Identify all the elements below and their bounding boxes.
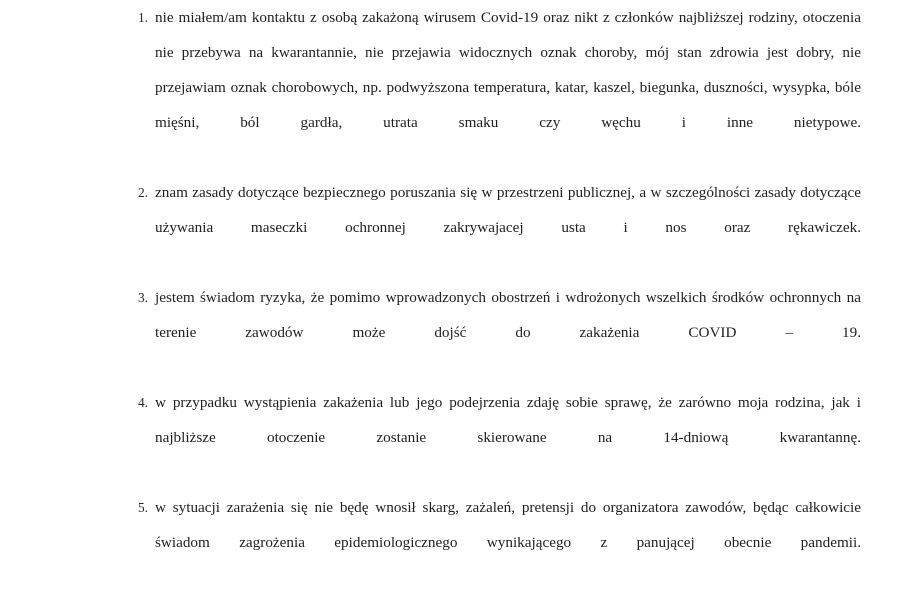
list-item bbox=[128, 490, 861, 595]
list-item-marker: 4. bbox=[137, 395, 148, 410]
list-item bbox=[128, 385, 861, 490]
list-item-text: w przypadku wystąpienia zakażenia lub jego podejrzenia zdaję sobie sprawę, że zarówno moja rodzina, jak i najbliższe otoczenie zostanie skierowane na 14-dniową kwarantannę. bbox=[155, 394, 861, 446]
list-item-marker: 2. bbox=[137, 185, 148, 200]
list-item-text: znam zasady dotyczące bezpiecznego poruszania się w przestrzeni publicznej, a w szczególności zasady dotyczące używania maseczki ochronnej zakrywajacej usta i nos oraz rękawiczek. bbox=[155, 184, 861, 236]
list-item-text: jestem świadom ryzyka, że pomimo wprowadzonych obostrzeń i wdrożonych wszelkich środków ochronnych na terenie zawodów może dojść do zakażenia COVID – 19. bbox=[155, 289, 861, 341]
list-item bbox=[128, 175, 861, 280]
list-item-text: nie miałem/am kontaktu z osobą zakażoną wirusem Covid-19 oraz nikt z członków najbliższej rodziny, otoczenia nie przebywa na kwarantannie, nie przejawia widocznych oznak choroby, mój stan zdrowia jest dobry, nie przejawiam oznak chorobowych, np. podwyższona temperatura, katar, kaszel, biegunka, duszności, wysypka, bóle mięśni, ból gardła, utrata smaku czy węchu i inne nietypowe. bbox=[155, 9, 861, 131]
list-item-text: w sytuacji zarażenia się nie będę wnosił skarg, zażaleń, pretensji do organizatora zawodów, będąc całkowicie świadom zagrożenia epidemiologicznego wynikającego z panującej obecnie pandemii. bbox=[155, 499, 861, 551]
list-item bbox=[128, 280, 861, 385]
list-item-marker: 5. bbox=[137, 500, 148, 515]
list-item-marker: 1. bbox=[137, 10, 148, 25]
list-item-marker: 3. bbox=[137, 290, 148, 305]
list-item bbox=[128, 0, 861, 175]
declaration-list bbox=[128, 0, 861, 595]
